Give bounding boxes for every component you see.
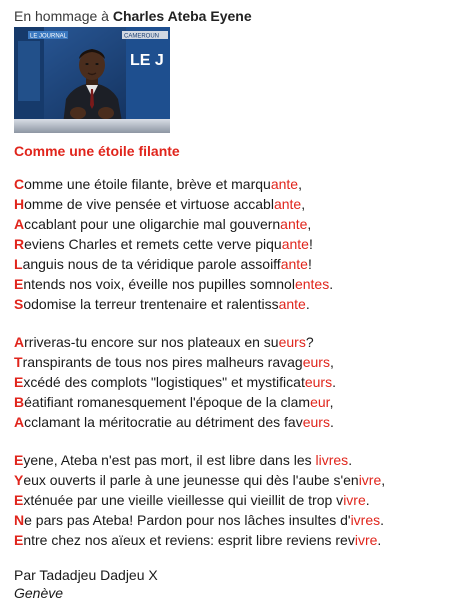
- verse-tail: .: [305, 296, 310, 312]
- verse-body: eviens Charles et remets cette verve piqu: [24, 236, 282, 252]
- dedication: [14, 8, 444, 25]
- verse: [14, 174, 444, 194]
- verse-body: cclamant la méritocratie au détriment des fav: [24, 414, 303, 430]
- dedication-prefix: En hommage à: [14, 8, 113, 24]
- verse-tail: ,: [329, 394, 334, 410]
- stanza-3: [14, 450, 444, 550]
- verse-initial: H: [14, 196, 25, 212]
- verse-tail: ,: [329, 354, 334, 370]
- verse: [14, 194, 444, 214]
- verse-tail: ?: [305, 334, 314, 350]
- photo-tag-right: CAMEROUN: [124, 33, 160, 40]
- verse-tail: .: [329, 414, 334, 430]
- verse-initial: E: [14, 374, 24, 390]
- verse: [14, 392, 444, 412]
- verse-initial: Y: [14, 472, 24, 488]
- poem-title: Comme une étoile filante: [14, 143, 180, 159]
- verse-tail: .: [329, 276, 334, 292]
- verse-initial: E: [14, 276, 24, 292]
- verse: [14, 372, 444, 392]
- verse-tail: !: [307, 256, 312, 272]
- verse: [14, 510, 444, 530]
- verse-rhyme: ante: [273, 196, 302, 212]
- tv-studio-image: [14, 27, 170, 133]
- signature: [14, 566, 444, 602]
- photo-tag-left: LE JOURNAL: [30, 33, 68, 40]
- verse-rhyme: ivre: [343, 492, 366, 508]
- verse: [14, 214, 444, 234]
- verse-rhyme: ante: [280, 216, 308, 232]
- verse-rhyme: livres: [315, 452, 349, 468]
- verse-initial: A: [14, 216, 25, 232]
- author-name: Par Tadadjeu Dadjeu X: [14, 567, 158, 583]
- verse-body: yene, Ateba n'est pas mort, il est libre dans les: [23, 452, 316, 468]
- stanza-1: [14, 174, 444, 314]
- verse-body: ntre chez nos aïeux et reviens: esprit libre reviens rev: [23, 532, 355, 548]
- verse: [14, 234, 444, 254]
- verse-initial: R: [14, 236, 25, 252]
- verse: [14, 332, 444, 352]
- verse-initial: E: [14, 492, 24, 508]
- verse: [14, 294, 444, 314]
- verse-body: ccablant pour une oligarchie mal gouvern: [24, 216, 281, 232]
- verse-initial: A: [14, 334, 25, 350]
- verse: [14, 352, 444, 372]
- verse-body: e pars pas Ateba! Pardon pour nos lâches insultes d': [24, 512, 351, 528]
- verse-body: omme de vive pensée et virtuose accabl: [24, 196, 274, 212]
- verse: [14, 530, 444, 550]
- verse-body: éatifiant romanesquement l'époque de la clam: [24, 394, 311, 410]
- verse-initial: S: [14, 296, 24, 312]
- verse-rhyme: ante: [280, 256, 308, 272]
- verse: [14, 412, 444, 432]
- verse-tail: .: [377, 532, 382, 548]
- dedication-name: Charles Ateba Eyene: [112, 8, 252, 24]
- verse: [14, 274, 444, 294]
- verse-rhyme: ante: [278, 296, 306, 312]
- verse-tail: .: [365, 492, 370, 508]
- verse-rhyme: eurs: [302, 354, 330, 370]
- verse-body: odomise la terreur trentenaire et ralentiss: [23, 296, 279, 312]
- verse-initial: N: [14, 512, 25, 528]
- verse-rhyme: ivre: [354, 532, 378, 548]
- verse: [14, 470, 444, 490]
- verse-body: xcédé des complots "logistiques" et mystificat: [23, 374, 305, 390]
- verse-body: ranspirants de tous nos pires malheurs ravag: [22, 354, 303, 370]
- tribute-photo: [14, 27, 170, 133]
- verse-tail: .: [332, 374, 336, 390]
- verse-initial: C: [14, 176, 25, 192]
- verse-tail: ,: [307, 216, 312, 232]
- verse-body: eux ouverts il parle à une jeunesse qui dès l'aube s'en: [23, 472, 359, 488]
- stanza-2: [14, 332, 444, 432]
- verse-initial: E: [14, 452, 24, 468]
- verse: [14, 490, 444, 510]
- verse-initial: E: [14, 532, 24, 548]
- verse-rhyme: ivre: [358, 472, 382, 488]
- verse-tail: .: [380, 512, 385, 528]
- verse-body: rriveras-tu encore sur nos plateaux en su: [24, 334, 279, 350]
- verse-initial: A: [14, 414, 25, 430]
- verse-initial: T: [14, 354, 23, 370]
- verse-tail: !: [308, 236, 313, 252]
- verse-body: xténuée par une vieille vieillesse qui vieillit de trop v: [23, 492, 344, 508]
- verse-body: anguis nous de ta véridique parole assoiff: [22, 256, 281, 272]
- verse-rhyme: ante: [281, 236, 309, 252]
- verse-rhyme: eur: [310, 394, 330, 410]
- verse-rhyme: eurs: [302, 414, 330, 430]
- verse-tail: .: [348, 452, 353, 468]
- poem-page: [14, 8, 444, 602]
- photo-overlay-label: LE J: [130, 52, 164, 69]
- verse-tail: ,: [381, 472, 386, 488]
- verse-initial: B: [14, 394, 25, 410]
- verse-rhyme: ante: [270, 176, 299, 192]
- signature-place: Genève: [14, 585, 64, 601]
- verse-rhyme: eurs: [278, 334, 306, 350]
- verse-body: ntends nos voix, éveille nos pupilles somnol: [23, 276, 295, 292]
- verse: [14, 254, 444, 274]
- verse-tail: ,: [298, 176, 302, 192]
- verse-initial: L: [14, 256, 23, 272]
- verse: [14, 450, 444, 470]
- verse-body: omme une étoile filante, brève et marqu: [24, 176, 271, 192]
- verse-rhyme: ivres: [350, 512, 381, 528]
- verse-tail: ,: [301, 196, 306, 212]
- verse-rhyme: entes: [294, 276, 330, 292]
- verse-rhyme: eurs: [304, 374, 333, 390]
